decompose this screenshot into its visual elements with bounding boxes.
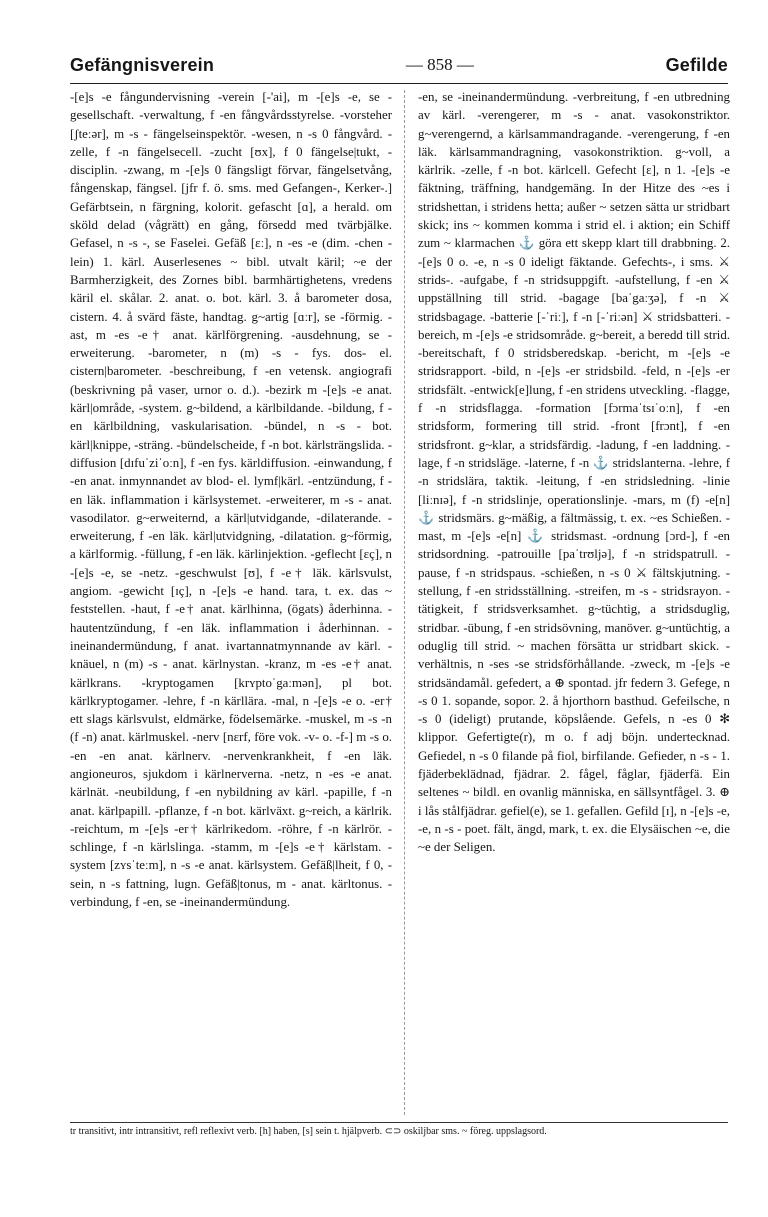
left-column-text: -[e]s -e fångundervisning -verein [-'ai], m -[e]s -e, se -gesellschaft. -verwaltung, f -en fångvårdsstyrelse. -vorsteher [ʃteːər], m -s - fängelseinspektör. -wesen, n -s 0 fångvård. -zelle, f -n fängelsecell. -zucht [ʊx], f 0 fängelse|tukt, -disciplin. -zwang, m -[e]s 0 fängsligt förvar, fängelsetvång, fångenskap, fängsel. [jfr f. ö. sms. med Gefangen-, Kerker-.] Gefärbtsein, n färgning, kolorit. gefascht [ɑ], a herald. om sköld delad (vågrätt) en gång, försedd med tvärbjälke. Gefasel, n -s -, se Faselei. Gefäß [ɛː], n -es -e (dim. -chen -lein) 1. kärl. Auserlesenes ~ bibl. utvalt käril; ~e der Barmherzigkeit, des Zornes bibl. barmhärtighetens, vredens käril el. skålar. 2. anat. o. bot. kärl. 3. å barometer dosa, cistern. 4. å svärd fäste, handtag. g~artig [ɑːr], se -förmig. -ast, m -es -e† anat. kärlförgrening. -ausdehnung, se -erweiterung. -barometer, n (m) -s - fys. dos- el. cistern|barometer. -beschreibung, f -en vetensk. angiografi (beskrivning på vaser, urnor o. d.). -bezirk m -[e]s -e anat. kärl|område, -system. g~bildend, a kärlbildande. -bildung, f -en kärlbildning, vaskularisation. -bündel, n -s - bot. kärl|knippe, -sträng. -bündelscheide, f -n bot. kärlsträngslida. -diffusion [dɪfuˈziˈoːn], f -en fys. kärldiffusion. -einwandung, f -en anat. inmynnandet av blod- el. lymf|kärl. -entzündung, f -en läk. inflammation i kärlsystemet. -erweiterer, m -s - anat. vasodilator. g~erweiternd, a kärl|utvidgande, -dilaterande. -erweiterung, f -en läk. kärl|utvidgning, -dilatation. g~förmig, a kärlformig. -füllung, f -en läk. kärlinjektion. -geflecht [ɛç], n -[e]s -e, se -netz. -geschwulst [ʊ], f -e† läk. kärlsvulst, angiom. -gewicht [ɪç], n -[e]s -e hand. tara, t. ex. das ~ feststellen. -haut, f -e† anat. kärlhinna, (ögats) åderhinna. -hautentzündung, f -en läk. inflammation i åderhinnan. -ineinandermündung, f anat. ivartannatmynnande av kärl. -knäuel, n (m) -s - anat. kärlnystan. -kranz, m -es -e† anat. kärlkrans. -kryptogamen [krʏptoˈgaːmən], pl bot. kärlkryptogamer. -lehre, f -n kärllära. -mal, n -[e]s -e o. -er† ett slags kärlsvulst, eldmärke, födelsemärke. -muskel, m -s -n (f -n) anat. kärlmuskel. -nerv [nɛrf, före vok. -v- o. -f-] m -s o. -en -en anat. kärlnerv. -nervenkrankheit, f -en läk. angioneuros, sjukdom i kärlnerverna. -netz, n -es -e anat. kärlnät. -neubildung, f -en nybildning av kärl. -papille, f -n anat. kärlpapill. -pflanze, f -n bot. kärlväxt. g~reich, a kärlrik. -reichtum, m -[e]s -er† kärlrikedom. -röhre, f -n kärlrör. -schlinge, f -n kärlslinga. -stamm, m -[e]s -e† kärlstam. -system [zʏsˈteːm], n -s -e anat. kärlsystem. Gefäß|lheit, f 0, -sein, n -s fattning, lugn. Gefäß|tonus, m - anat. kärltonus. -verbindung, f -en, se -ineinandermündung. xyxy=(70,90,392,910)
right-column-text: -en, se -ineinandermündung. -verbreitung, f -en utbredning av kärl. -verengerer, m -s - anat. vasokonstriktor. g~verengernd, a kärlsammandragande. -verengerung, f -en läk. kärlsammandragning, vasokonstriktion. g~voll, a kärlrik. -zelle, f -n bot. kärlcell. Gefecht [ɛ], n 1. -[e]s -e fäktning, träffning, handgemäng. In der Hitze des ~es i stridshettan, i stridens hetta; außer ~ setzen sätta ur stridbart skick; ins ~ kommen komma i strid el. i aktion; ein Schiff zum ~ klarmachen ⚓ göra ett skepp klart till drabbning. 2. -[e]s 0 o. -e, n -s 0 ideligt fäktande. Gefechts-, i sms. ⚔ strids-. -aufgabe, f -n stridsuppgift. -aufstellung, f -en ⚔ uppställning till strid. -bagage [baˈgaːʒə], f -n ⚔ stridsbagage. -batterie [-ˈriː], f -n [-ˈriːən] ⚔ stridsbatteri. -bereich, m -[e]s -e stridsområde. g~bereit, a beredd till strid. -bereitschaft, f 0 stridsberedskap. -bericht, m -[e]s -e stridsrapport. -bild, n -[e]s -er stridsbild. -feld, n -[e]s -er stridsfält. -entwick[e]lung, f -en stridens utveckling. -flagge, f -n stridsflagga. -formation [fɔrmaˈtsɪˈoːn], f -en stridsform, formering till strid. -front [frɔnt], f -en stridsfront. g~klar, a stridsfärdig. -ladung, f -en laddning. -lage, f -n stridsläge. -laterne, f -n ⚓ stridslanterna. -lehre, f -n stridslära, taktik. -leitung, f -en stridsledning. -linie [liːnɪə], f -n stridslinje, operationslinje. -mars, m (f) -e[n] ⚓ stridsmärs. g~mäßig, a fältmässig, t. ex. ~es Schießen. -mast, m -[e]s -e[n] ⚓ stridsmast. -ordnung [ɔrd-], f -en stridsordning. -patrouille [paˈtrʊljə], f -n stridspatrull. -pause, f -n stridspaus. -schießen, n -s 0 ⚔ fältskjutning. -stellung, f -en stridsställning. -streifen, m -s - stridsrayon. -tätigkeit, f stridsverksamhet. g~tüchtig, a stridsduglig, stridbar. -übung, f -en stridsövning, manöver. g~untüchtig, a oduglig till strid. ~ machen försätta ur stridbart skick. -verhältnis, n -ses -se stridsförhållande. -zweck, m -[e]s -e stridsändamål. gefedert, a ⊕ spontad. jfr federn 3. Gefege, n -s 0 1. sopande, sopor. 2. å hjorthorn basthud. Gefeilsche, n -s 0 (ideligt) prutande, köpslående. Gefels, n -es 0 ✻ klippor. Gefertigte(r), m o. f adj böjn. undertecknad. Gefiedel, n -s 0 filande på fiol, birfilande. Gefieder, n -s - 1. fjäderbeklädnad, fjädrar. 2. fågel, fåglar, fjäderfä. Ein seltenes ~ bildl. en ovanlig människa, en sällsyntfågel. 3. ⊕ i lås stålfjädrar. gefiel(e), se 1. gefallen. Gefild [ɪ], n -[e]s -e, -e, n -s - poet. fält, ängd, mark, t. ex. die Elysäischen ~e, die ~e der Seligen. xyxy=(418,90,730,855)
page-header xyxy=(70,50,728,80)
guide-word-left: Gefängnisverein xyxy=(70,54,215,75)
footer-rule xyxy=(70,1122,728,1123)
right-column xyxy=(418,88,730,1118)
page-number: — 858 — xyxy=(405,55,474,74)
guide-word-right: Gefilde xyxy=(665,54,728,75)
column-divider xyxy=(404,90,405,1115)
abbreviation-footer: tr transitivt, intr intransitivt, refl reflexivt verb. [h] haben, [s] sein t. hjälpverb. ⊂⊃ oskiljbar sms. ~ föreg. uppslagsord. xyxy=(70,1126,547,1137)
header-rule xyxy=(70,83,728,84)
left-column xyxy=(70,88,392,1118)
